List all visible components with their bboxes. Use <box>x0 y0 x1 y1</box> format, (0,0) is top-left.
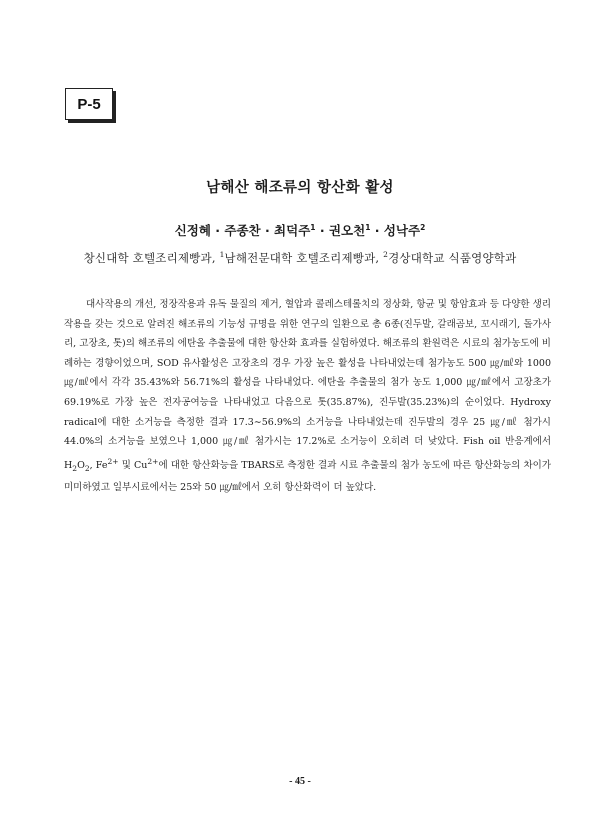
fe-charge-superscript: 2+ <box>107 456 119 466</box>
cu-charge-superscript: 2+ <box>147 456 159 466</box>
author-group-3: · 성낙주 <box>370 223 421 238</box>
affiliation-1: 창신대학 호텔조리제빵과, <box>83 251 220 265</box>
affiliation-2: 남해전문대학 호텔조리제빵과, <box>224 251 384 265</box>
author-group-2-affil-mark: 1 <box>365 222 371 232</box>
abstract-text-3: , Fe <box>89 459 108 471</box>
affiliation-2-mark: 1 <box>219 250 225 260</box>
affiliation-line <box>0 250 600 266</box>
author-group-2: · 권오천 <box>315 223 366 238</box>
paper-title: 남해산 해조류의 항산화 활성 <box>206 180 394 196</box>
page-number: - 45 - <box>289 776 311 787</box>
author-group-3-affil-mark: 2 <box>420 222 426 232</box>
author-group-1: 신정혜 · 주종찬 · 최덕주 <box>174 223 311 238</box>
abstract-text-4: 및 Cu <box>118 459 148 471</box>
poster-label-text: P-5 <box>77 95 101 113</box>
affiliation-3-mark: 2 <box>383 250 389 260</box>
affiliation-3: 경상대학교 식품영양학과 <box>388 251 517 265</box>
abstract-paragraph <box>64 295 551 498</box>
author-list <box>0 221 600 239</box>
h2o2-subscript-a: 2 <box>72 463 78 473</box>
h2o2-subscript-b: 2 <box>84 463 90 473</box>
abstract-text-1: 대사작용의 개선, 정장작용과 유독 물질의 제거, 혈압과 콜레스테롤치의 정상화, 항균 및 항암효과 등 다양한 생리작용을 갖는 것으로 알려진 해조류의 기능성 규명을 위한 연구의 일환으로 총 6종(진두발, 갈래곰보, 꼬시래기, 돌가사리, 고장초, 톳)의 해조류의 에탄올 추출물에 대한 항산화 효과를 실험하였다. 해조류의 환원력은 시료의 첨가농도에 비례하는 경향이었으며, SOD 유사활성은 고장초의 경우 가장 높은 활성을 나타내었는데 첨가농도 500 ㎍/㎖와 1000 ㎍/㎖에서 각각 35.43%와 56.71%의 활성을 나타내었다. 에탄올 추출물의 첨가 농도 1,000 ㎍/㎖에서 고장초가 69.19%로 가장 높은 전자공여능을 나타내었고 다음으로 톳(35.87%), 진두발(35.23%)의 순이었다. Hydroxy radical에 대한 소거능을 측정한 결과 17.3∼56.9%의 소거능을 나타내었는데 진두발의 경우 25 ㎍/㎖ 첨가시 44.0%의 소거능을 보였으나 1,000 ㎍/㎖ 첨가시는 17.2%로 소거능이 오히려 더 낮았다. Fish oil 반응계에서 H <box>64 299 551 471</box>
author-group-1-affil-mark: 1 <box>310 222 316 232</box>
poster-label <box>65 88 113 120</box>
abstract-text-5: 에 대한 항산화능을 TBARS로 측정한 결과 시료 추출물의 첨가 농도에 따른 항산화능의 차이가 미미하였고 일부시료에서는 25와 50 ㎍/㎖에서 오히 항산화력이 더 높았다. <box>64 459 552 494</box>
abstract-text-2: O <box>77 459 85 471</box>
